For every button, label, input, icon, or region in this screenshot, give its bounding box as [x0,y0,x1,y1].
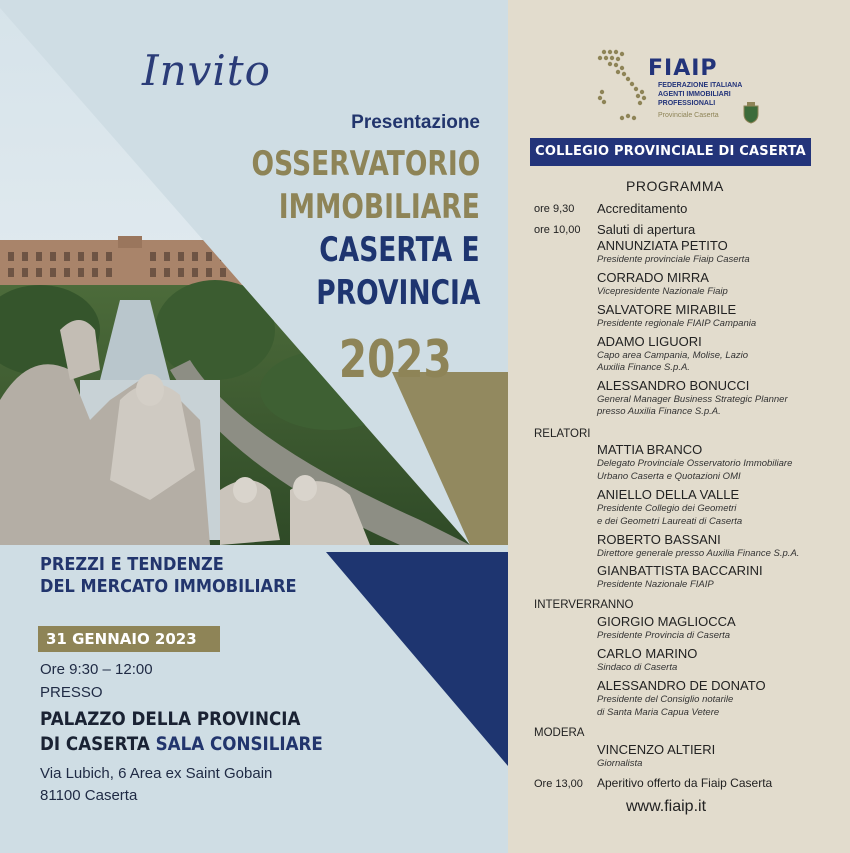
subtitle [40,554,297,598]
speaker-role: Urbano Caserta e Quotazioni OMI [597,471,741,482]
speaker-name: ALESSANDRO DE DONATO [597,678,766,693]
logo-line-1: FEDERAZIONE ITALIANA [658,82,743,89]
speaker-name: CARLO MARINO [597,646,698,661]
speaker-role: Vicepresidente Nazionale Fiaip [597,286,728,297]
presso-label: PRESSO [40,684,103,701]
speaker-name: ANIELLO DELLA VALLE [597,487,740,502]
fiaip-logo [594,46,764,126]
section-modera: MODERA [534,727,585,739]
speaker-role: Presidente del Consiglio notarile [597,694,734,705]
aperitivo: Aperitivo offerto da Fiaip Caserta [597,776,773,790]
subtitle-line-1: PREZZI E TENDENZE [40,554,224,575]
venue-city: DI CASERTA [40,733,156,755]
logo-line-4: Provinciale Caserta [658,112,719,119]
venue-line-1: PALAZZO DELLA PROVINCIA [40,708,301,730]
speaker-role: General Manager Business Strategic Planner [597,394,788,405]
speaker-name: VINCENZO ALTIERI [597,742,716,757]
section-relatori: RELATORI [534,428,591,440]
speaker-name: ADAMO LIGUORI [597,334,702,349]
date-badge: 31 GENNAIO 2023 [38,626,220,652]
italy-map-icon [594,46,654,124]
presentazione-label: Presentazione [351,112,480,133]
speaker-role: Delegato Provinciale Osservatorio Immobiliare [597,458,793,469]
time-1000: ore 10,00 [534,224,581,236]
title-line-2: IMMOBILIARE [278,187,480,227]
programma-heading: PROGRAMMA [626,178,724,194]
speaker-role: Presidente Nazionale FIAIP [597,579,714,590]
speaker-name: SALVATORE MIRABILE [597,302,737,317]
speaker-name: ROBERTO BASSANI [597,532,721,547]
subtitle-line-2: DEL MERCATO IMMOBILIARE [40,576,297,597]
title-line-3: CASERTA E [319,230,480,270]
venue-room: SALA CONSILIARE [155,733,323,755]
invito-title: Invito [142,46,271,95]
saluti-apertura: Saluti di apertura [597,222,696,237]
address-line-1: Via Lubich, 6 Area ex Saint Gobain [40,765,273,782]
logo-line-3: PROFESSIONALI [658,100,716,107]
speaker-role: Presidente Collegio dei Geometri [597,503,737,514]
logo-line-2: AGENTI IMMOBILIARI [658,91,731,98]
speaker-name: MATTIA BRANCO [597,442,703,457]
speaker-role: e dei Geometri Laureati di Caserta [597,516,743,527]
website-link[interactable]: www.fiaip.it [626,798,707,815]
speaker-role: Presidente provinciale Fiaip Caserta [597,254,750,265]
title-line-1: OSSERVATORIO [251,144,480,184]
speaker-name: GIANBATTISTA BACCARINI [597,563,763,578]
section-interverranno: INTERVERRANNO [534,599,634,611]
speaker-role: di Santa Maria Capua Vetere [597,707,720,718]
year-label: 2023 [339,330,452,390]
speaker-role: presso Auxilia Finance S.p.A. [597,406,721,417]
speaker-name: ANNUNZIATA PETITO [597,238,728,253]
venue [40,707,323,757]
speaker-role: Presidente Provincia di Caserta [597,630,731,641]
speaker-role: Auxilia Finance S.p.A. [597,362,690,373]
speaker-name: CORRADO MIRRA [597,270,709,285]
title-line-4: PROVINCIA [315,273,480,313]
logo-brand: FIAIP [648,56,718,81]
speaker-role: Sindaco di Caserta [597,662,678,673]
time-0930: ore 9,30 [534,203,575,215]
speaker-role: Giornalista [597,758,643,769]
event-time: Ore 9:30 – 12:00 [40,661,153,678]
speaker-name: ALESSANDRO BONUCCI [597,378,750,393]
coat-of-arms-icon [742,102,760,124]
speaker-role: Capo area Campania, Molise, Lazio [597,350,749,361]
speaker-name: GIORGIO MAGLIOCCA [597,614,736,629]
time-1300: Ore 13,00 [534,778,583,790]
speaker-role: Presidente regionale FIAIP Campania [597,318,757,329]
right-panel [508,0,850,853]
address-line-2: 81100 Caserta [40,787,138,804]
venue-line-2 [40,732,323,757]
accreditamento: Accreditamento [597,201,688,216]
speaker-role: Direttore generale presso Auxilia Finance S.p.A. [597,548,800,559]
collegio-banner: COLLEGIO PROVINCIALE DI CASERTA [530,138,811,166]
